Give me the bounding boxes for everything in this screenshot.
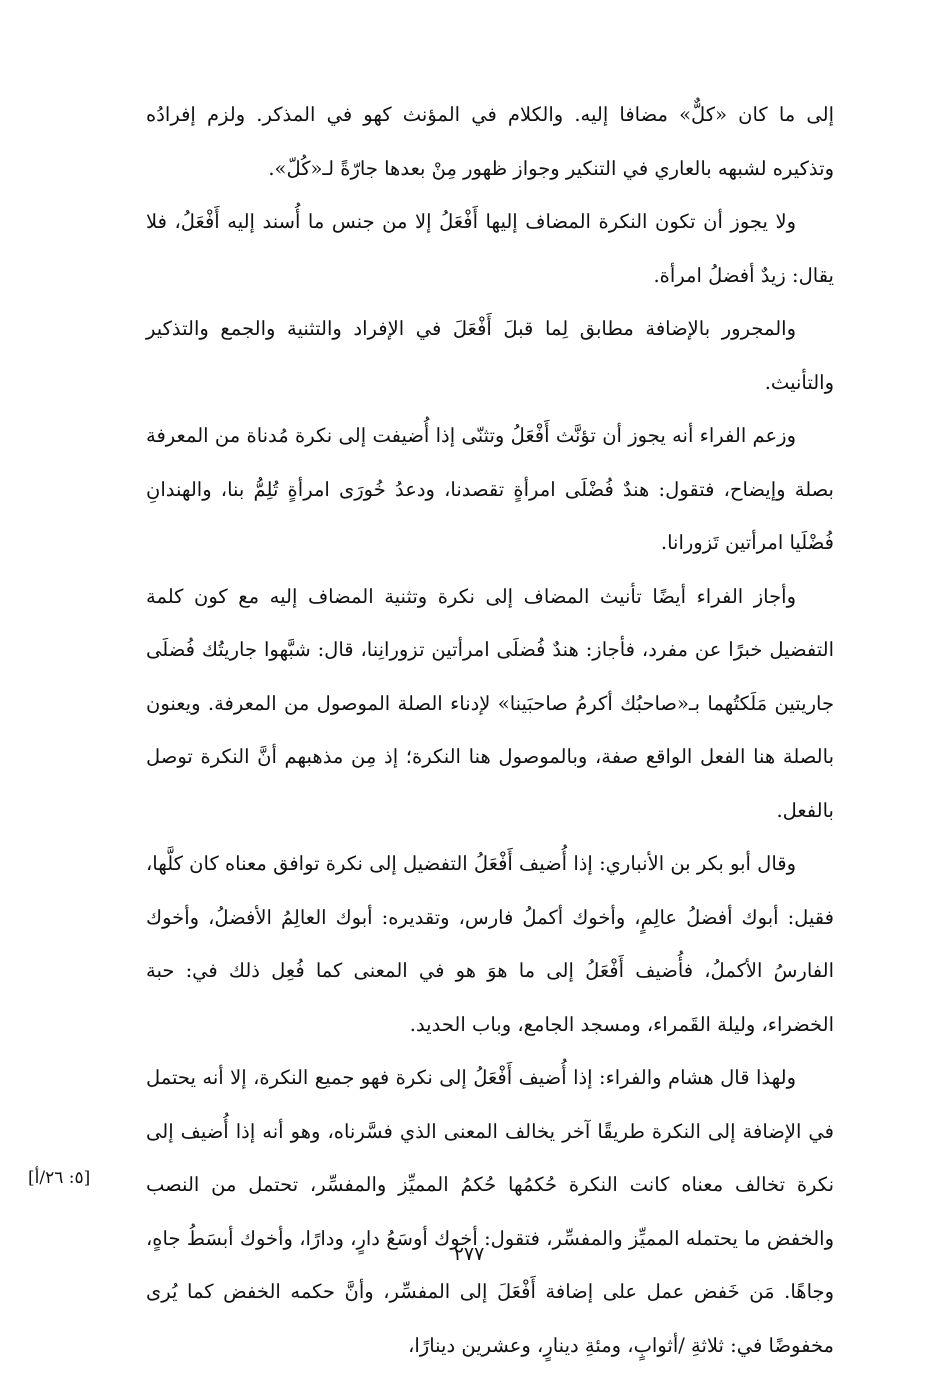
paragraph-3: والمجرور بالإضافة مطابق لِما قبلَ أَفْعَلَ في الإفراد والتثنية والجمع والتذكير والتأنيث. <box>146 317 834 394</box>
paragraph-6: وقال أبو بكر بن الأنباري: إذا أُضيف أَفْعَلُ التفضيل إلى نكرة توافق معناه كان كلَّها، فقيل: أبوك أفضلُ عالِمٍ، وأخوك أكملُ فارس، وتقديره: أبوك العالِمُ الأفضلُ، وأخوك الفارسُ الأكملُ، فأُضيف أَفْعَلُ إلى ما هوَ هو في المعنى كما فُعِل ذلك في: حبة الخضراء، وليلة القَمراء، ومسجد الجامع، وباب الحديد. <box>146 852 834 1036</box>
page-number: ٢٧٧ <box>453 1243 485 1265</box>
paragraph-5: وأجاز الفراء أيضًا تأنيث المضاف إلى نكرة وتثنية المضاف إليه مع كون كلمة التفضيل خبرًا عن مفرد، فأجاز: هندٌ فُضلَى امرأتين تزورانِنا، قال: شبَّهوا جاريتُك فُضلَى جاريتين مَلَكتُهما بـ«صاحبُك أكرمُ صاحبَينا» لإدناء الصلة الموصول من المعرفة. ويعنون بالصلة هنا الفعل الواقع صفة، وبالموصول هنا النكرة؛ إذ مِن مذهبهم أنَّ النكرة توصل بالفعل. <box>146 584 834 822</box>
main-text <box>146 88 834 1372</box>
paragraph-1: إلى ما كان «كلٌّ» مضافا إليه. والكلام في المؤنث كهو في المذكر. ولزم إفرادُه وتذكيره لشبهه بالعاري في التنكير وجواز ظهور مِنْ بعدها جارّةً لـ«كُلّ». <box>146 103 834 180</box>
margin-reference: [٥: ٢٦/أ] <box>28 1168 91 1188</box>
paragraph-2: ولا يجوز أن تكون النكرة المضاف إليها أَفْعَلُ إلا من جنس ما أُسند إليه أَفْعَلُ، فلا يقال: زيدٌ أفضلُ امرأة. <box>146 210 834 287</box>
paragraph-7: ولهذا قال هشام والفراء: إذا أُضيف أَفْعَلُ إلى نكرة فهو جميع النكرة، إلا أنه يحتمل في الإضافة إلى النكرة طريقًا آخر يخالف المعنى الذي فسَّرناه، وهو أنه إذا أُضيف إلى نكرة تخالف معناه كانت النكرة حُكمُها حُكمُ المميِّز والمفسِّر، تحتمل من النصب والخفض ما يحتمله المميِّز والمفسِّر، فتقول: أخوك أوسَعُ دارٍ، ودارًا، وأخوك أبسَطُ جاهٍ، وجاهًا. مَن خَفض عمل على إضافة أَفْعَلَ إلى المفسِّر، وأنَّ حكمه الخفض كما يُرى مخفوضًا في: ثلاثةِ /أثوابٍ، ومئةِ دينارٍ، وعشرين دينارًا، <box>146 1066 834 1357</box>
paragraph-4: وزعم الفراء أنه يجوز أن تؤنَّث أَفْعَلُ وتثنّى إذا أُضيفت إلى نكرة مُدناة من المعرفة بصلة وإيضاح، فتقول: هندٌ فُضْلَى امرأةٍ تقصدنا، ودعدُ خُورَى امرأةٍ تُلِمُّ بنا، والهندانِ فُضْلَيا امرأتين تَزورانا. <box>146 424 834 554</box>
